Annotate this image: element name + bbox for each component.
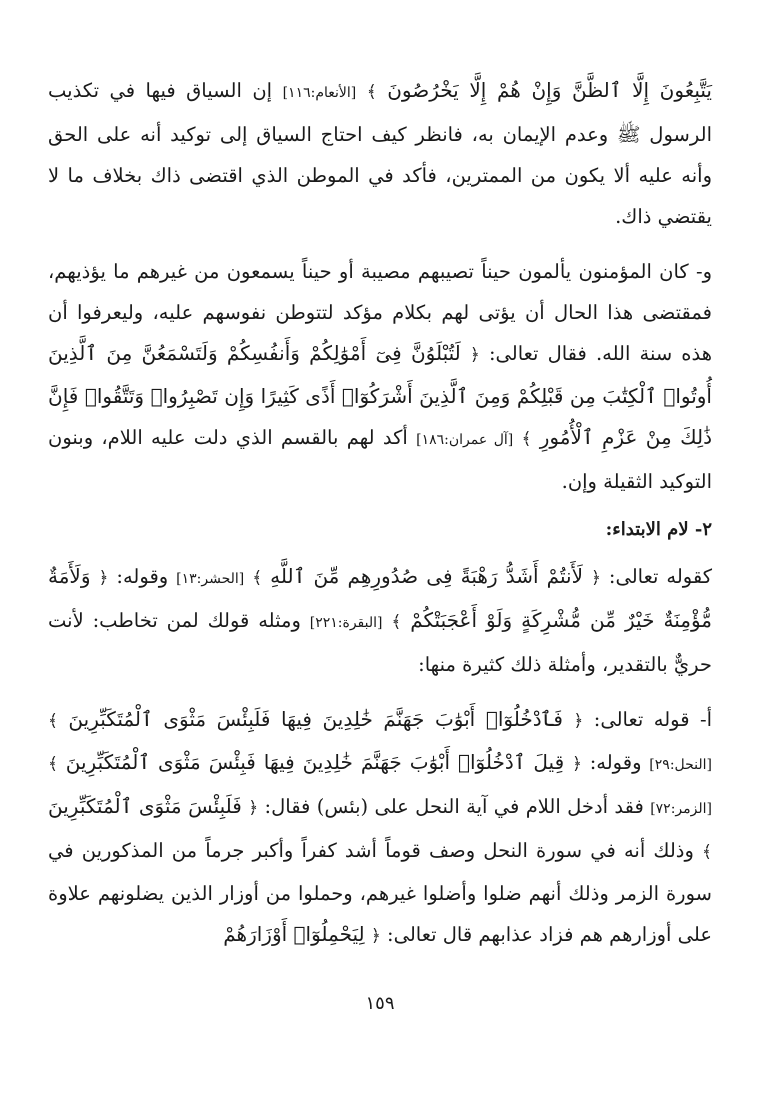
quran-verse: يَتَّبِعُونَ إِلَّا ٱلظَّنَّ وَإِنْ هُمْ إِلَّا يَخْرُصُونَ bbox=[387, 78, 712, 102]
body-text: و- كان المؤمنون يألمون حيناً تصيبهم مصيبة أو حيناً يسمعون من غيرهم ما يؤذيهم، فمقتضى هذا الحال أن يؤتى لهم بكلام مؤكد لتتوطن نفوسهم عليه، وليعرفوا أن هذه سنة الله. فقال تعالى: bbox=[48, 260, 713, 365]
verse-reference: [الزمر:٧٢] bbox=[650, 801, 712, 817]
body-text: أ- قوله تعالى: bbox=[593, 708, 713, 731]
body-text: فقد أدخل اللام في آية النحل على (بئس) فقال: bbox=[264, 795, 644, 818]
quran-verse: وَلَأَمَةٌ مُّؤْمِنَةٌ خَيْرٌ مِّن مُّشْرِكَةٍ وَلَوْ أَعْجَبَتْكُمْ bbox=[48, 564, 712, 632]
brace-open: ﴿ bbox=[370, 926, 381, 946]
paragraph-4 bbox=[48, 699, 712, 957]
paragraph-2 bbox=[48, 251, 712, 502]
section-heading: ٢- لام الابتداء: bbox=[605, 519, 712, 540]
page-body bbox=[48, 70, 712, 957]
body-text: ومثله قولك لمن تخاطب: لأنت حريٌّ بالتقدير، وأمثلة ذلك كثيرة منها: bbox=[48, 609, 712, 676]
page-number: ١٥٩ bbox=[365, 993, 395, 1014]
brace-close: ﴾ bbox=[48, 711, 58, 731]
brace-open: ﴿ bbox=[573, 711, 584, 731]
body-text: أكد لهم بالقسم الذي دلت عليه اللام، وبنون التوكيد الثقيلة وإن. bbox=[48, 426, 712, 493]
body-text: كقوله تعالى: bbox=[608, 565, 713, 588]
quran-verse: لِيَحْمِلُوٓا۟ أَوْزَارَهُمْ bbox=[223, 922, 365, 946]
quran-verse: قِيلَ ٱدْخُلُوٓا۟ أَبْوَٰبَ جَهَنَّمَ خَٰلِدِينَ فِيهَا فَبِئْسَ مَثْوَى ٱلْمُتَكَبِّرِينَ bbox=[65, 750, 565, 774]
brace-open: ﴿ bbox=[248, 798, 259, 818]
paragraph-1 bbox=[48, 70, 712, 237]
brace-close: ﴾ bbox=[391, 612, 402, 632]
verse-reference: [النحل:٢٩] bbox=[649, 757, 713, 773]
quran-verse: لَأَنتُمْ أَشَدُّ رَهْبَةً فِى صُدُورِهِم مِّنَ ٱللَّهِ bbox=[270, 564, 583, 588]
brace-open: ﴿ bbox=[469, 345, 480, 365]
quran-verse: فَلَبِئْسَ مَثْوَى ٱلْمُتَكَبِّرِينَ bbox=[48, 794, 242, 818]
body-text: وقوله: bbox=[116, 565, 169, 588]
paragraph-3 bbox=[48, 556, 712, 685]
body-text: وقوله: bbox=[589, 751, 642, 774]
body-text: إن السياق فيها في تكذيب الرسول ﷺ وعدم الإيمان به، فانظر كيف احتاج السياق إلى توكيد أنه على الحق وأنه عليه ألا يكون من الممترين، فأكد في الموطن الذي اقتضى ذاك بخلاف ما لا يقتضي ذاك. bbox=[48, 79, 712, 228]
verse-reference: [البقرة:٢٢١] bbox=[309, 615, 383, 631]
body-text: وذلك أنه في سورة النحل وصف قوماً أشد كفراً وأكبر جرماً من المذكورين في سورة الزمر وذلك أنهم ضلوا وأضلوا غيرهم، وحملوا من أوزار الذين يضلونهم علاوة على أوزارهم هم فزاد عذابهم قال تعالى: bbox=[48, 839, 712, 946]
brace-close: ﴾ bbox=[366, 82, 377, 102]
verse-reference: [الأنعام:١١٦] bbox=[282, 85, 357, 101]
brace-open: ﴿ bbox=[571, 754, 582, 774]
quran-verse: لَتُبْلَوُنَّ فِىٓ أَمْوَٰلِكُمْ وَأَنفُسِكُمْ وَلَتَسْمَعُنَّ مِنَ ٱلَّذِينَ أُوتُوا۟ ٱلْكِتَٰبَ مِن قَبْلِكُمْ وَمِنَ ٱلَّذِينَ أَشْرَكُوٓا۟ أَذًى كَثِيرًا وَإِن تَصْبِرُوا۟ وَتَتَّقُوا۟ فَإِنَّ ذَٰلِكَ مِنْ عَزْمِ ٱلْأُمُورِ bbox=[48, 341, 713, 449]
brace-open: ﴿ bbox=[98, 568, 109, 588]
brace-close: ﴾ bbox=[702, 842, 713, 862]
verse-reference: [آل عمران:١٨٦] bbox=[416, 432, 514, 448]
quran-verse: فَٱدْخُلُوٓا۟ أَبْوَٰبَ جَهَنَّمَ خَٰلِدِينَ فِيهَا فَلَبِئْسَ مَثْوَى ٱلْمُتَكَبِّرِينَ bbox=[68, 707, 563, 731]
brace-close: ﴾ bbox=[252, 568, 263, 588]
brace-open: ﴿ bbox=[590, 568, 601, 588]
brace-close: ﴾ bbox=[521, 429, 532, 449]
verse-reference: [الحشر:١٣] bbox=[176, 571, 245, 587]
brace-close: ﴾ bbox=[48, 754, 58, 774]
